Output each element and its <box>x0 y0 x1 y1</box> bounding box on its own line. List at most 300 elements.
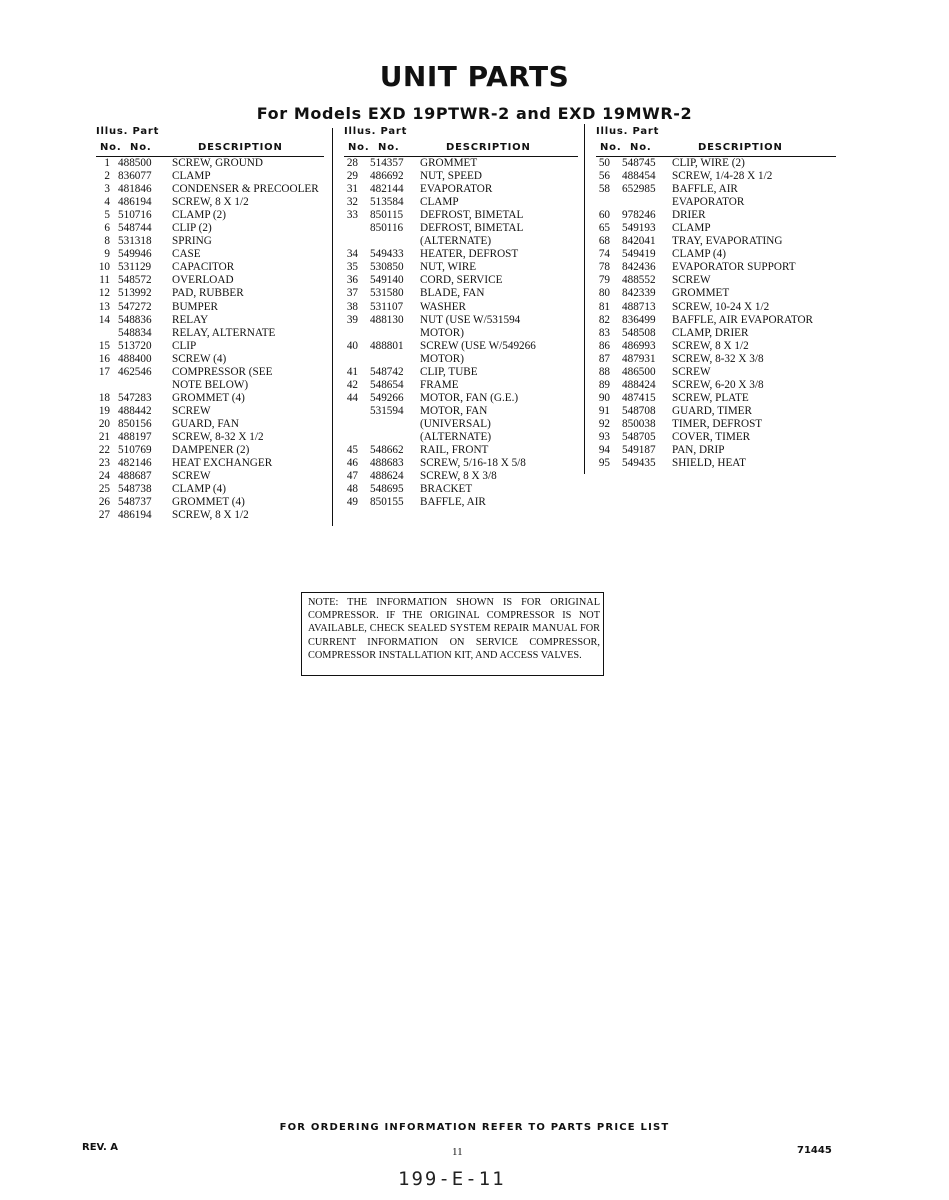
table-row <box>596 170 836 183</box>
part-description: GUARD, TIMER <box>672 404 752 417</box>
part-description: SCREW, 5/16-18 X 5/8 <box>420 457 526 470</box>
column-divider-1 <box>332 128 333 526</box>
part-number: 488400 <box>118 352 152 365</box>
page-number: 11 <box>452 1146 463 1158</box>
part-description: SCREW, 6-20 X 3/8 <box>672 378 764 391</box>
part-number: 486500 <box>622 365 656 378</box>
table-row <box>96 248 324 261</box>
part-number: 531594 <box>370 404 404 417</box>
part-number: 548745 <box>622 157 656 169</box>
table-row <box>344 496 578 509</box>
parts-column-2 <box>344 124 578 509</box>
part-description: SCREW (4) <box>172 352 227 365</box>
part-number: 486194 <box>118 509 152 522</box>
part-number: 488442 <box>118 404 152 417</box>
table-row <box>596 418 836 431</box>
part-number: 514357 <box>370 157 404 169</box>
parts-list <box>596 157 836 470</box>
illus-number: 25 <box>98 483 110 496</box>
part-number: 549435 <box>622 457 656 470</box>
part-description: SCREW (USE W/549266 <box>420 339 536 352</box>
part-number: 488552 <box>622 274 656 287</box>
part-number: 547272 <box>118 300 152 313</box>
header-no: No. No. <box>100 142 152 153</box>
illus-number: 88 <box>598 365 610 378</box>
table-row <box>344 301 578 314</box>
part-description: MOTOR, FAN <box>420 404 488 417</box>
part-description: SCREW <box>672 274 711 287</box>
table-row <box>344 340 578 353</box>
part-description: PAD, RUBBER <box>172 287 244 300</box>
part-number: 513992 <box>118 287 152 300</box>
illus-number: 24 <box>98 470 110 483</box>
part-description: NUT (USE W/531594 <box>420 313 521 326</box>
illus-number: 20 <box>98 417 110 430</box>
part-number: 548508 <box>622 326 656 339</box>
table-row <box>96 509 324 522</box>
part-description: NOTE BELOW) <box>172 378 249 391</box>
part-number: 850116 <box>370 222 404 235</box>
illus-number: 8 <box>104 235 110 248</box>
part-description: MOTOR, FAN (G.E.) <box>420 391 519 404</box>
part-description: EVAPORATOR <box>420 183 493 196</box>
illus-number: 6 <box>104 222 110 235</box>
part-description: BAFFLE, AIR <box>672 183 738 196</box>
part-number: 488424 <box>622 378 656 391</box>
table-row <box>96 405 324 418</box>
part-number: 548705 <box>622 430 656 443</box>
illus-number: 39 <box>346 313 358 326</box>
part-number: 548572 <box>118 274 152 287</box>
illus-number: 86 <box>598 339 610 352</box>
table-row <box>96 274 324 287</box>
table-row <box>596 274 836 287</box>
part-description: CLAMP <box>420 196 459 209</box>
illus-number: 9 <box>104 248 110 261</box>
table-row <box>96 418 324 431</box>
illus-number: 36 <box>346 274 358 287</box>
part-number: 488130 <box>370 313 404 326</box>
part-description: CLAMP <box>672 222 711 235</box>
part-number: 850156 <box>118 417 152 430</box>
part-description: DAMPENER (2) <box>172 444 250 457</box>
part-description: CAPACITOR <box>172 261 235 274</box>
table-row <box>596 235 836 248</box>
part-description: (UNIVERSAL) <box>420 417 491 430</box>
table-row <box>596 314 836 327</box>
part-description: CONDENSER & PRECOOLER <box>172 183 319 196</box>
table-row <box>96 379 324 392</box>
illus-number: 82 <box>598 313 610 326</box>
illus-number: 92 <box>598 417 610 430</box>
table-row <box>344 483 578 496</box>
part-description: CLIP, TUBE <box>420 365 478 378</box>
part-description: BRACKET <box>420 483 473 496</box>
part-description: SCREW, GROUND <box>172 157 263 169</box>
header-description: DESCRIPTION <box>198 142 283 153</box>
table-row <box>344 327 578 340</box>
part-description: WASHER <box>420 300 466 313</box>
part-description: OVERLOAD <box>172 274 234 287</box>
part-number: 842339 <box>622 287 656 300</box>
part-number: 482144 <box>370 183 404 196</box>
table-row <box>96 235 324 248</box>
illus-number: 21 <box>98 430 110 443</box>
part-description: COVER, TIMER <box>672 430 751 443</box>
part-description: CLAMP (4) <box>672 248 726 261</box>
table-row <box>344 353 578 366</box>
part-description: MOTOR) <box>420 352 464 365</box>
table-row <box>596 444 836 457</box>
illus-number: 94 <box>598 444 610 457</box>
table-row <box>596 261 836 274</box>
table-row <box>344 235 578 248</box>
table-row <box>344 170 578 183</box>
part-description: CORD, SERVICE <box>420 274 503 287</box>
parts-column-1 <box>96 124 324 522</box>
table-row <box>344 470 578 483</box>
part-description: CASE <box>172 248 201 261</box>
illus-number: 40 <box>346 339 358 352</box>
table-row <box>96 183 324 196</box>
part-number: 850115 <box>370 209 404 222</box>
parts-column-3 <box>596 124 836 470</box>
part-number: 836077 <box>118 170 152 183</box>
column-header <box>96 124 324 157</box>
part-description: SHIELD, HEAT <box>672 457 746 470</box>
part-number: 549433 <box>370 248 404 261</box>
illus-number: 2 <box>104 170 110 183</box>
document-number: 71445 <box>797 1145 832 1156</box>
table-row <box>344 392 578 405</box>
part-number: 548662 <box>370 444 404 457</box>
table-row <box>344 457 578 470</box>
part-number: 488197 <box>118 430 152 443</box>
illus-number: 50 <box>598 157 610 169</box>
illus-number: 35 <box>346 261 358 274</box>
table-row <box>344 274 578 287</box>
table-row <box>344 157 578 170</box>
part-description: (ALTERNATE) <box>420 430 492 443</box>
illus-number: 42 <box>346 378 358 391</box>
table-row <box>344 431 578 444</box>
part-description: SCREW, 8-32 X 3/8 <box>672 352 764 365</box>
illus-number: 68 <box>598 235 610 248</box>
part-number: 549419 <box>622 248 656 261</box>
part-number: 513720 <box>118 339 152 352</box>
part-number: 548695 <box>370 483 404 496</box>
part-number: 486692 <box>370 170 404 183</box>
table-row <box>596 222 836 235</box>
part-description: COMPRESSOR (SEE <box>172 365 273 378</box>
illus-number: 22 <box>98 444 110 457</box>
part-description: SCREW, 8 X 1/2 <box>172 509 249 522</box>
illus-number: 41 <box>346 365 358 378</box>
part-number: 850038 <box>622 417 656 430</box>
illus-number: 83 <box>598 326 610 339</box>
part-number: 548834 <box>118 326 152 339</box>
part-number: 842041 <box>622 235 656 248</box>
table-row <box>344 444 578 457</box>
part-description: CLIP, WIRE (2) <box>672 157 745 169</box>
page-title: UNIT PARTS <box>379 60 570 93</box>
illus-number: 44 <box>346 391 358 404</box>
table-row <box>344 261 578 274</box>
table-row <box>344 366 578 379</box>
part-number: 549266 <box>370 391 404 404</box>
illus-number: 37 <box>346 287 358 300</box>
table-row <box>344 379 578 392</box>
parts-list <box>96 157 324 522</box>
part-description: CLAMP, DRIER <box>672 326 749 339</box>
table-row <box>344 418 578 431</box>
table-row <box>96 392 324 405</box>
illus-number: 60 <box>598 209 610 222</box>
illus-number: 95 <box>598 457 610 470</box>
table-row <box>596 405 836 418</box>
part-description: GROMMET (4) <box>172 496 245 509</box>
part-number: 530850 <box>370 261 404 274</box>
part-description: GROMMET <box>420 157 478 169</box>
header-no: No. No. <box>600 142 652 153</box>
table-row <box>596 248 836 261</box>
part-number: 486194 <box>118 196 152 209</box>
part-number: 548742 <box>370 365 404 378</box>
illus-number: 32 <box>346 196 358 209</box>
table-row <box>596 157 836 170</box>
table-row <box>344 209 578 222</box>
illus-number: 33 <box>346 209 358 222</box>
table-row <box>596 327 836 340</box>
part-description: BUMPER <box>172 300 219 313</box>
part-number: 850155 <box>370 496 404 509</box>
table-row <box>96 314 324 327</box>
header-description: DESCRIPTION <box>446 142 531 153</box>
table-row <box>96 261 324 274</box>
illus-number: 65 <box>598 222 610 235</box>
table-row <box>96 366 324 379</box>
header-illus-part: Illus. Part <box>596 126 660 137</box>
table-row <box>96 496 324 509</box>
handwritten-reference: 199-E-11 <box>398 1168 506 1190</box>
table-row <box>596 196 836 209</box>
table-row <box>596 209 836 222</box>
part-description: FRAME <box>420 378 459 391</box>
table-row <box>96 353 324 366</box>
part-description: DEFROST, BIMETAL <box>420 222 524 235</box>
page-subtitle: For Models EXD 19PTWR-2 and EXD 19MWR-2 <box>256 104 693 123</box>
table-row <box>596 457 836 470</box>
part-number: 488683 <box>370 457 404 470</box>
table-row <box>596 431 836 444</box>
table-row <box>96 157 324 170</box>
table-row <box>344 183 578 196</box>
revision-label: REV. A <box>82 1142 119 1153</box>
part-description: SCREW, 8 X 1/2 <box>672 339 749 352</box>
part-number: 548744 <box>118 222 152 235</box>
part-description: CLIP <box>172 339 197 352</box>
part-description: PAN, DRIP <box>672 444 725 457</box>
part-description: SCREW, 8-32 X 1/2 <box>172 430 264 443</box>
illus-number: 89 <box>598 378 610 391</box>
part-description: NUT, WIRE <box>420 261 477 274</box>
part-number: 978246 <box>622 209 656 222</box>
illus-number: 27 <box>98 509 110 522</box>
illus-number: 93 <box>598 430 610 443</box>
illus-number: 28 <box>346 157 358 169</box>
table-row <box>96 340 324 353</box>
part-description: MOTOR) <box>420 326 464 339</box>
part-description: BAFFLE, AIR <box>420 496 486 509</box>
part-description: DEFROST, BIMETAL <box>420 209 524 222</box>
part-description: SCREW, 10-24 X 1/2 <box>672 300 770 313</box>
part-description: GROMMET <box>672 287 730 300</box>
part-number: 548737 <box>118 496 152 509</box>
part-description: DRIER <box>672 209 706 222</box>
table-row <box>596 366 836 379</box>
illus-number: 81 <box>598 300 610 313</box>
illus-number: 29 <box>346 170 358 183</box>
illus-number: 17 <box>98 365 110 378</box>
part-description: CLAMP <box>172 170 211 183</box>
table-row <box>96 327 324 340</box>
table-row <box>96 209 324 222</box>
illus-number: 3 <box>104 183 110 196</box>
part-description: TIMER, DEFROST <box>672 417 763 430</box>
part-number: 548708 <box>622 404 656 417</box>
illus-number: 48 <box>346 483 358 496</box>
part-number: 481846 <box>118 183 152 196</box>
illus-number: 79 <box>598 274 610 287</box>
table-row <box>596 340 836 353</box>
illus-number: 46 <box>346 457 358 470</box>
illus-number: 26 <box>98 496 110 509</box>
part-description: CLIP (2) <box>172 222 212 235</box>
part-number: 549140 <box>370 274 404 287</box>
table-row <box>596 392 836 405</box>
illus-number: 49 <box>346 496 358 509</box>
illus-number: 34 <box>346 248 358 261</box>
part-description: SCREW, 1/4-28 X 1/2 <box>672 170 773 183</box>
part-number: 531318 <box>118 235 152 248</box>
table-row <box>596 301 836 314</box>
table-row <box>96 170 324 183</box>
column-header <box>596 124 836 157</box>
part-number: 548836 <box>118 313 152 326</box>
part-number: 486993 <box>622 339 656 352</box>
part-number: 462546 <box>118 365 152 378</box>
table-row <box>344 222 578 235</box>
part-description: GUARD, FAN <box>172 417 239 430</box>
illus-number: 23 <box>98 457 110 470</box>
illus-number: 47 <box>346 470 358 483</box>
column-header <box>344 124 578 157</box>
illus-number: 19 <box>98 404 110 417</box>
illus-number: 12 <box>98 287 110 300</box>
part-description: CLAMP (2) <box>172 209 226 222</box>
part-number: 547283 <box>118 391 152 404</box>
illus-number: 87 <box>598 352 610 365</box>
illus-number: 45 <box>346 444 358 457</box>
part-number: 488801 <box>370 339 404 352</box>
part-number: 510716 <box>118 209 152 222</box>
table-row <box>96 222 324 235</box>
table-row <box>596 379 836 392</box>
part-description: SCREW <box>172 470 211 483</box>
part-description: SCREW, PLATE <box>672 391 749 404</box>
illus-number: 16 <box>98 352 110 365</box>
table-row <box>96 457 324 470</box>
part-description: EVAPORATOR <box>672 196 745 209</box>
part-description: HEATER, DEFROST <box>420 248 519 261</box>
part-number: 487931 <box>622 352 656 365</box>
part-description: CLAMP (4) <box>172 483 226 496</box>
table-row <box>344 405 578 418</box>
column-divider-2 <box>584 124 585 474</box>
table-row <box>96 287 324 300</box>
table-row <box>344 314 578 327</box>
illus-number: 4 <box>104 196 110 209</box>
part-number: 488454 <box>622 170 656 183</box>
part-description: HEAT EXCHANGER <box>172 457 273 470</box>
part-description: RAIL, FRONT <box>420 444 489 457</box>
illus-number: 91 <box>598 404 610 417</box>
part-number: 842436 <box>622 261 656 274</box>
part-number: 510769 <box>118 444 152 457</box>
table-row <box>596 287 836 300</box>
header-illus-part: Illus. Part <box>96 126 160 137</box>
table-row <box>96 431 324 444</box>
part-description: (ALTERNATE) <box>420 235 492 248</box>
part-description: SCREW, 8 X 1/2 <box>172 196 249 209</box>
part-number: 531107 <box>370 300 404 313</box>
illus-number: 56 <box>598 170 610 183</box>
illus-number: 74 <box>598 248 610 261</box>
table-row <box>344 287 578 300</box>
table-row <box>96 483 324 496</box>
part-number: 652985 <box>622 183 656 196</box>
part-number: 482146 <box>118 457 152 470</box>
part-description: RELAY <box>172 313 209 326</box>
part-description: RELAY, ALTERNATE <box>172 326 276 339</box>
part-description: BLADE, FAN <box>420 287 485 300</box>
illus-number: 18 <box>98 391 110 404</box>
table-row <box>596 183 836 196</box>
part-number: 513584 <box>370 196 404 209</box>
part-description: NUT, SPEED <box>420 170 482 183</box>
part-description: SCREW, 8 X 3/8 <box>420 470 497 483</box>
part-number: 836499 <box>622 313 656 326</box>
illus-number: 15 <box>98 339 110 352</box>
table-row <box>96 196 324 209</box>
illus-number: 1 <box>104 157 110 169</box>
part-description: SCREW <box>172 404 211 417</box>
part-number: 488713 <box>622 300 656 313</box>
part-description: SCREW <box>672 365 711 378</box>
illus-number: 31 <box>346 183 358 196</box>
parts-list <box>344 157 578 509</box>
illus-number: 10 <box>98 261 110 274</box>
illus-number: 14 <box>98 313 110 326</box>
part-number: 549193 <box>622 222 656 235</box>
header-description: DESCRIPTION <box>698 142 783 153</box>
table-row <box>96 470 324 483</box>
part-number: 548738 <box>118 483 152 496</box>
part-number: 549946 <box>118 248 152 261</box>
header-illus-part: Illus. Part <box>344 126 408 137</box>
illus-number: 38 <box>346 300 358 313</box>
illus-number: 78 <box>598 261 610 274</box>
